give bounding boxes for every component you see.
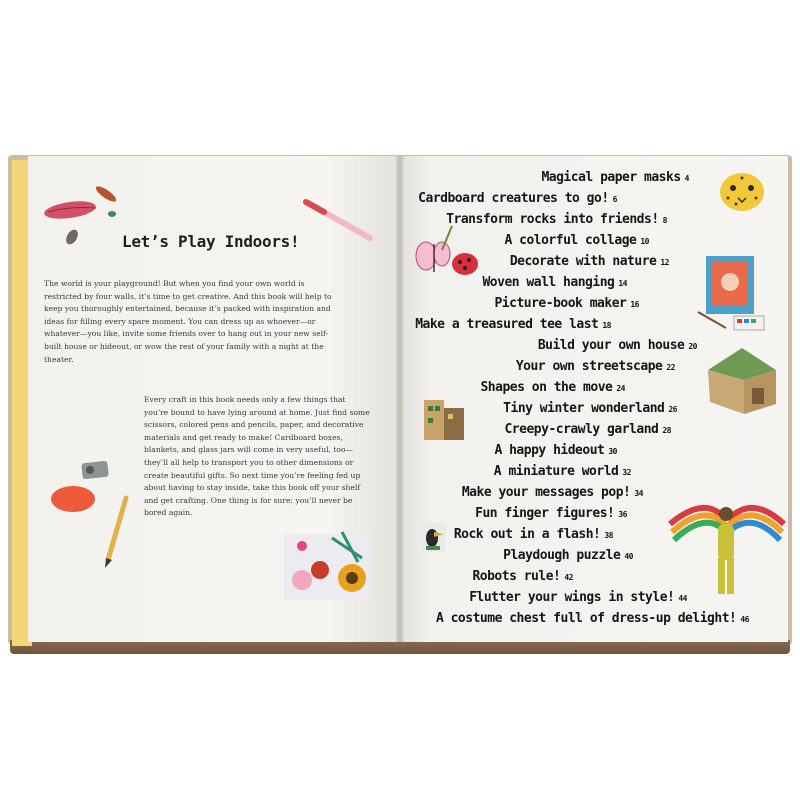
- second-paragraph: Every craft in this book needs only a few things that you’re bound to have lying around at home. Just find some scissors, colored pens and pencils, paper, and decorative materials and get ready to make! Cardboard boxes, blankets, and glass jars will come in very useful, too—they’ll all help to transport you to other dimensions or create beautiful gifts. So next time you’re feeling fed up about having to stay inside, take this book off your shelf and get crafting. One thing is for sure: you’ll never be bored again.: [144, 395, 370, 518]
- contents-entry: Robots rule! 42: [472, 569, 573, 584]
- contents-entry: Shapes on the move 24: [480, 380, 625, 395]
- sharpener-icon: [78, 458, 114, 482]
- leaves-icon: [40, 180, 130, 250]
- contents-entry: Tiny winter wonderland 26: [503, 401, 677, 416]
- contents-entry: Fun finger figures! 36: [475, 506, 627, 521]
- contents-entry: Build your own house 20: [537, 338, 697, 353]
- cardboard-house-icon: [704, 342, 780, 416]
- contents-entry: Transform rocks into friends! 8: [446, 212, 667, 227]
- contents-entry: Your own streetscape 22: [515, 359, 675, 374]
- contents-entry: Picture-book maker 16: [494, 296, 639, 311]
- book-gutter: [396, 156, 404, 642]
- pen-icon: [300, 196, 380, 246]
- contents-entry: Decorate with nature 12: [509, 254, 669, 269]
- ladybug-icon: [448, 248, 482, 278]
- collage-icon: [282, 528, 374, 604]
- contents-entry: A happy hideout 30: [494, 443, 617, 458]
- contents-entry: Flutter your wings in style! 44: [469, 590, 687, 605]
- contents-entry: A costume chest full of dress-up delight! 46: [435, 611, 749, 626]
- contents-entry: A colorful collage 10: [504, 233, 649, 248]
- table-edge: [10, 640, 790, 654]
- contents-entry: Make a treasured tee last 18: [415, 317, 611, 332]
- cheetah-mask-icon: [716, 164, 768, 214]
- contents-entry: Cardboard creatures to go! 6: [418, 191, 617, 206]
- contents-entry: A miniature world 32: [493, 464, 631, 479]
- toucan-icon: [416, 518, 450, 556]
- contents-entry: Make your messages pop! 34: [461, 485, 643, 500]
- contents-entry: Creepy-crawly garland 28: [504, 422, 671, 437]
- winged-child-icon: [666, 494, 788, 606]
- contents-entry: Playdough puzzle 40: [503, 548, 633, 563]
- intro-paragraph: The world is your playground! But when you find your own world is restricted by four walls, it’s time to get creative. And this book will help to keep you thoroughly entertained, because it’s packed with inspiration and ideas for filling every spare moment. You can dress up as whoever—or whatever—you like, invite some friends over to hang out in your new self-built house or hideout, or wow the rest of your family with a night at the theater.: [44, 279, 332, 364]
- streetscape-icon: [420, 394, 468, 444]
- painting-icon: [690, 252, 770, 336]
- page-heading: Let’s Play Indoors!: [122, 232, 300, 251]
- eraser-icon: [48, 482, 98, 516]
- contents-entry: Woven wall hanging 14: [482, 275, 627, 290]
- pencil-icon: [100, 494, 134, 570]
- contents-entry: Magical paper masks 4: [541, 170, 689, 185]
- contents-entry: Rock out in a flash! 38: [453, 527, 613, 542]
